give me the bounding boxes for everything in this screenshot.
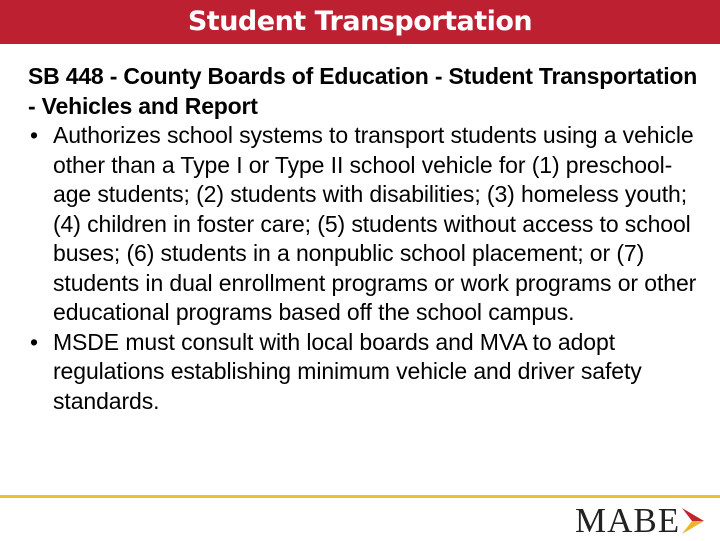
footer-divider <box>0 495 720 498</box>
bullet-item: • Authorizes school systems to transport students using a vehicle other than a Type I or Type II school vehicle for (1) preschool-age students; (2) students with disabilities; (3) homeless youth; (4) children in foster care; (5) students without access to school buses; (6) students in a nonpublic school placement; or (7) students in dual enrollment programs or work programs or other educational programs based off the school campus. <box>28 121 698 328</box>
slide-title: Student Transportation <box>187 6 533 37</box>
bill-title: SB 448 - County Boards of Education - Student Transportation - Vehicles and Report <box>28 63 698 119</box>
logo-arrow-icon <box>680 506 706 536</box>
logo-text: MABE <box>575 501 681 540</box>
bullet-item: • MSDE must consult with local boards and MVA to adopt regulations establishing minimum vehicle and driver safety standards. <box>28 328 698 417</box>
bullet-list <box>28 121 698 416</box>
slide-content <box>28 62 698 416</box>
slide-title-bar <box>0 0 720 44</box>
mabe-logo <box>575 503 706 539</box>
